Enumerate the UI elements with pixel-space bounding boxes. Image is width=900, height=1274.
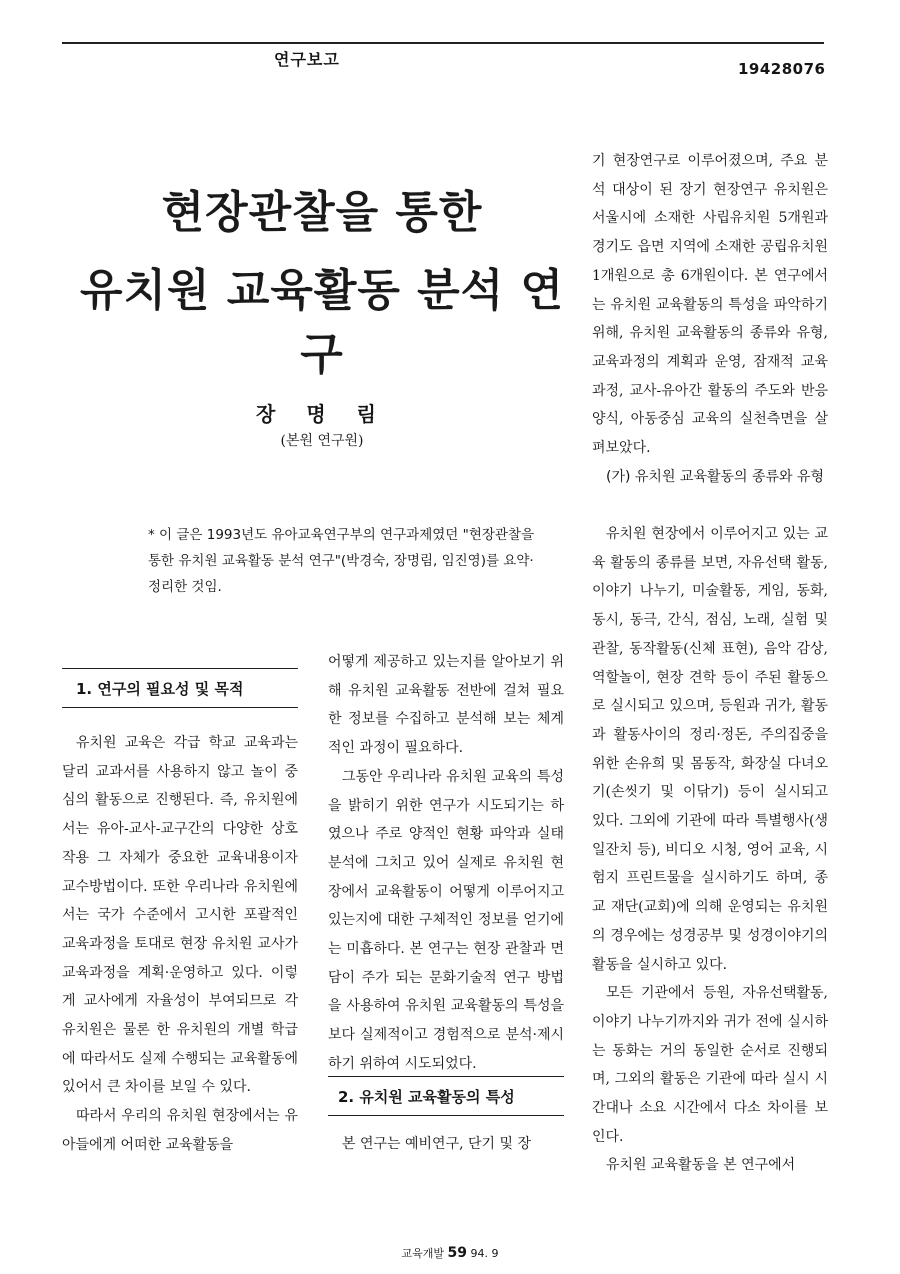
section-2-heading-text: 2. 유치원 교육활동의 특성	[338, 1087, 515, 1106]
paragraph: 유치원 교육활동을 본 연구에서	[606, 1157, 796, 1174]
subsection-heading: (가) 유치원 교육활동의 종류와 유형	[606, 469, 825, 485]
title-line-2: 유치원 교육활동 분석 연구	[80, 265, 564, 380]
section-2-body	[328, 1130, 564, 1159]
journal-name: 교육개발	[401, 1247, 445, 1260]
issue-date: 94. 9	[470, 1247, 499, 1260]
column-1-body	[62, 729, 298, 1160]
top-rule	[62, 42, 824, 44]
section-label: 연구보고	[274, 50, 340, 69]
paragraph: 따라서 우리의 유치원 현장에서는 유아들에게 어떠한 교육활동을	[62, 1108, 298, 1153]
paragraph: 모든 기관에서 등원, 자유선택활동, 이야기 나누기까지와 귀가 전에 실시하는 동화는 거의 동일한 순서로 진행되며, 그외의 활동은 기관에 따라 실시 시간대나 소요 시간에서 다소 차이를 보인다.	[592, 985, 828, 1145]
document-number: 19428076	[738, 60, 826, 78]
paragraph: 본 연구는 예비연구, 단기 및 장	[342, 1136, 531, 1152]
section-1-heading	[62, 668, 298, 708]
paragraph: 어떻게 제공하고 있는지를 알아보기 위해 유치원 교육활동 전반에 걸쳐 필요한 정보를 수집하고 분석해 보는 체계적인 과정이 필요하다.	[328, 654, 564, 757]
column-3-body-top	[592, 147, 828, 463]
footnote: * 이 글은 1993년도 유아교육연구부의 연구과제였던 "현장관찰을 통한 유치원 교육활동 분석 연구"(박경숙, 장명림, 임진영)를 요약·정리한 것임.	[148, 527, 535, 595]
column-3-body-bottom	[592, 520, 828, 1180]
author-name: 장 명 림	[256, 402, 388, 426]
section-1-heading-text: 1. 연구의 필요성 및 목적	[76, 679, 244, 698]
author-affiliation: (본원 연구원)	[280, 433, 364, 449]
paragraph: 유치원 교육은 각급 학교 교육과는 달리 교과서를 사용하지 않고 놀이 중심의 활동으로 진행된다. 즉, 유치원에서는 유아-교사-교구간의 다양한 상호작용 그 자체가 중요한 교육내용이자 교수방법이다. 또한 우리나라 유치원에서는 국가 수준에서 고시한 포괄적인 교육과정을 토대로 현장 유치원 교사가 교육과정을 계획·운영하고 있다. 이렇게 교사에게 자율성이 부여되므로 각 유치원은 물론 한 유치원의 개별 학급에 따라서도 실제 수행되는 교육활동에 있어서 큰 차이를 보일 수 있다.	[62, 735, 298, 1096]
title-line-1: 현장관찰을 통한	[161, 187, 483, 238]
paragraph: 기 현장연구로 이루어졌으며, 주요 분석 대상이 된 장기 현장연구 유치원은 서울시에 소재한 사립유치원 5개원과 경기도 읍면 지역에 소재한 공립유치원 1개원으로 총 6개원이다. 본 연구에서는 유치원 교육활동의 특성을 파악하기 위해, 유치원 교육활동의 종류와 유형, 교육과정의 계획과 운영, 잠재적 교육과정, 교사-유아간 활동의 주도와 반응 양식, 아동중심 교육의 실천측면을 살펴보았다.	[592, 153, 828, 457]
column-2-body	[328, 648, 564, 1079]
page-number: 59	[447, 1245, 467, 1261]
paragraph: 그동안 우리나라 유치원 교육의 특성을 밝히기 위한 연구가 시도되기는 하였으나 주로 양적인 현황 파악과 실태 분석에 그치고 있어 실제로 유치원 현장에서 교육활동이 어떻게 이루어지고 있는지에 대한 구체적인 정보를 얻기에는 미흡하다. 본 연구는 현장 관찰과 면담이 주가 되는 문화기술적 연구 방법을 사용하여 유치원 교육활동의 특성을 보다 실제적이고 경험적으로 분석·제시하기 위하여 시도되었다.	[328, 768, 564, 1072]
page-footer	[0, 1245, 900, 1261]
paragraph: 유치원 현장에서 이루어지고 있는 교육 활동의 종류를 보면, 자유선택 활동, 이야기 나누기, 미술활동, 게임, 동화, 동시, 동극, 간식, 점심, 노래, 실험 및 관찰, 동작활동(신체 표현), 음악 감상, 역할놀이, 현장 견학 등이 주된 활동으로 실시되고 있으며, 등원과 귀가, 활동과 활동사이의 정리·정돈, 주의집중을 위한 손유희 및 몸동작, 화장실 다녀오기(손씻기 및 이닦기) 등이 실시되고 있다. 그외에 기관에 따라 특별행사(생일잔치 등), 비디오 시청, 영어 교육, 시험지 프린트물을 실시하기도 하며, 종교 재단(교회)에 의해 운영되는 유치원의 경우에는 성경공부 및 성경이야기의 활동을 실시하고 있다.	[592, 526, 828, 973]
section-2-heading	[328, 1076, 564, 1116]
